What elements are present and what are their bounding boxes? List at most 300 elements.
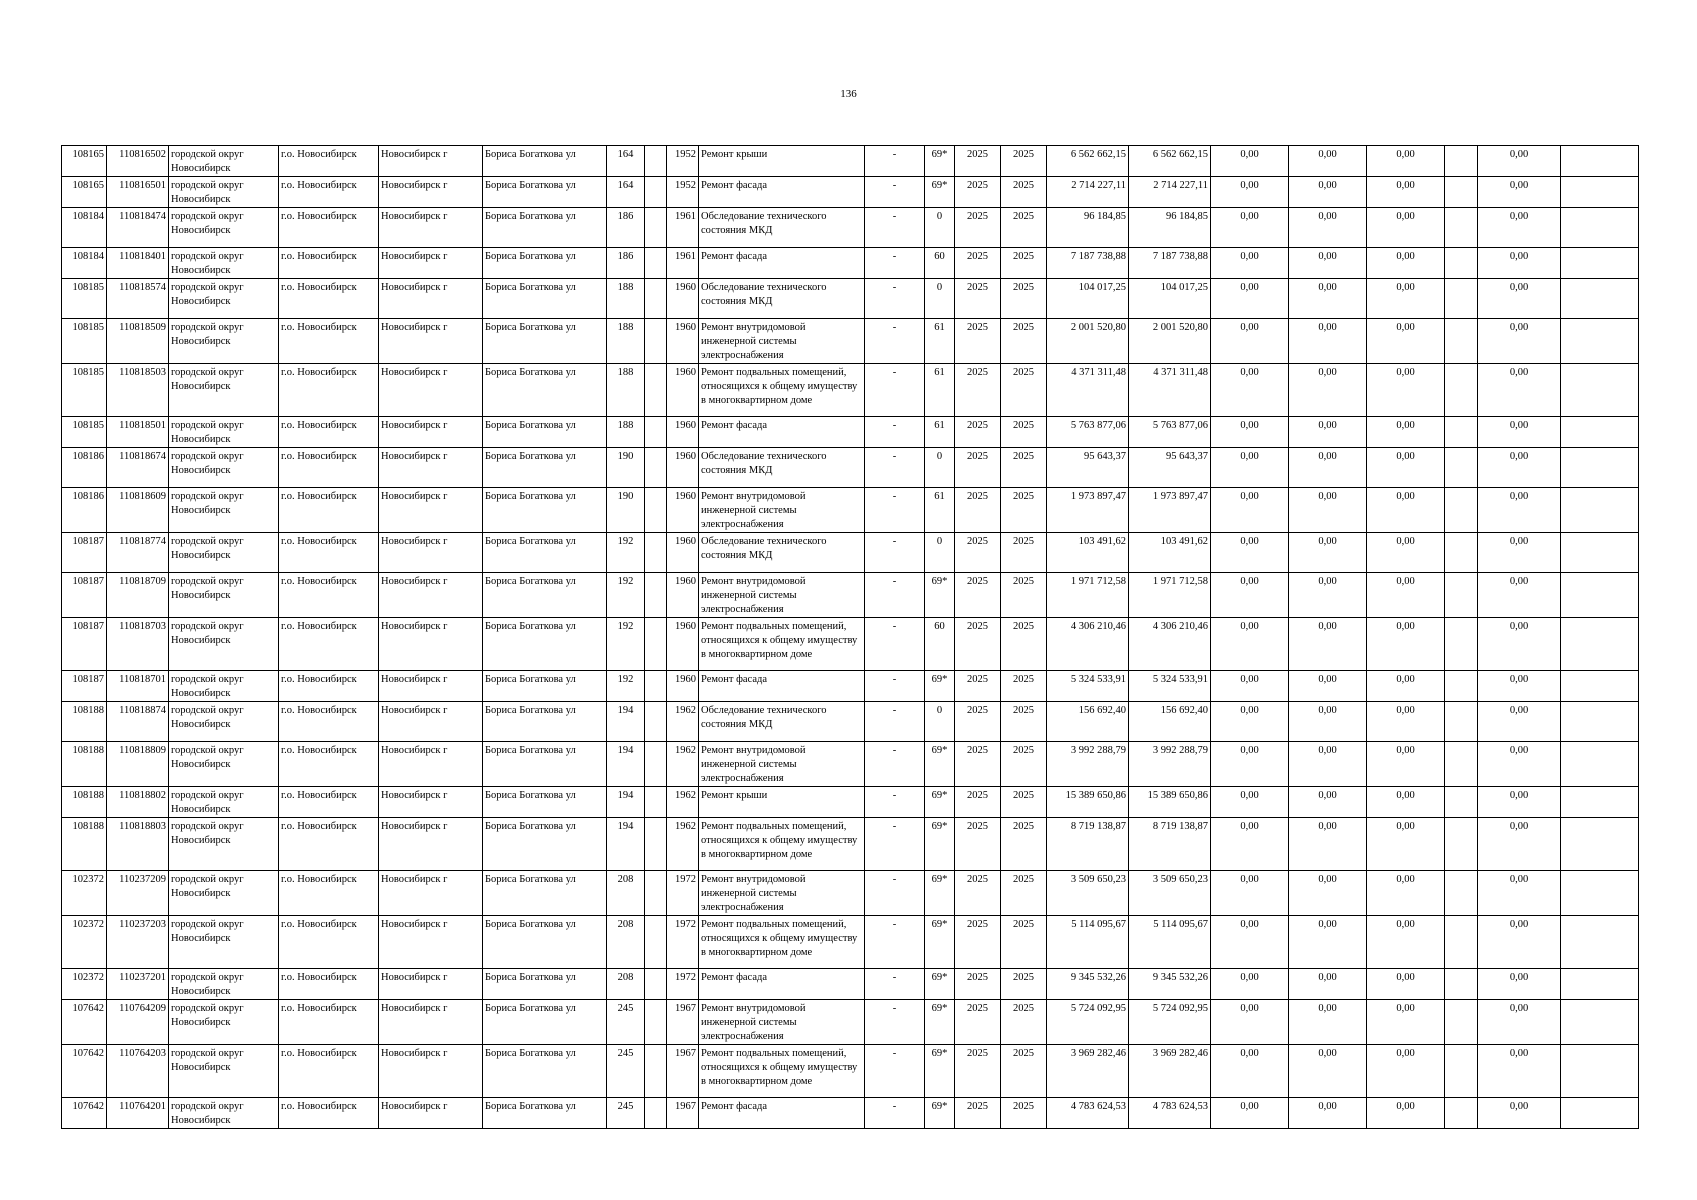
cell-cost-other: 0,00 [1478, 208, 1561, 248]
cell-work-type: Ремонт внутридомовой инженерной системы электроснабжения [699, 488, 865, 533]
cell-dash: - [865, 871, 925, 916]
cell-note [1561, 364, 1639, 417]
cell-municipality: городской округ Новосибирск [169, 818, 279, 871]
cell-spacer [1445, 364, 1478, 417]
cell-wear-percent: 69* [925, 573, 955, 618]
cell-note [1561, 248, 1639, 279]
cell-work-id: 110818809 [107, 742, 169, 787]
cell-plan-year-end: 2025 [1001, 702, 1047, 742]
cell-cost-total: 3 969 282,46 [1047, 1045, 1129, 1098]
cell-cost-local: 0,00 [1289, 364, 1367, 417]
cell-plan-year-start: 2025 [955, 1098, 1001, 1129]
cell-cost-regional: 0,00 [1211, 671, 1289, 702]
cell-cost-owners: 0,00 [1367, 364, 1445, 417]
cell-building [645, 146, 667, 177]
cell-note [1561, 417, 1639, 448]
cell-municipal-short: г.о. Новосибирск [279, 1000, 379, 1045]
cell-cost-regional: 0,00 [1211, 1098, 1289, 1129]
cell-cost-other: 0,00 [1478, 1045, 1561, 1098]
cell-note [1561, 177, 1639, 208]
cell-wear-percent: 69* [925, 787, 955, 818]
cell-cost-total: 104 017,25 [1047, 279, 1129, 319]
cell-year-built: 1962 [667, 787, 699, 818]
cell-cost-fund: 5 324 533,91 [1129, 671, 1211, 702]
cell-note [1561, 702, 1639, 742]
cell-building [645, 671, 667, 702]
cell-cost-fund: 96 184,85 [1129, 208, 1211, 248]
cell-house-number: 208 [607, 916, 645, 969]
cell-work-id: 110237209 [107, 871, 169, 916]
cell-cost-local: 0,00 [1289, 319, 1367, 364]
cell-cost-owners: 0,00 [1367, 818, 1445, 871]
cell-work-id: 110818609 [107, 488, 169, 533]
cell-cost-owners: 0,00 [1367, 448, 1445, 488]
cell-work-id: 110818874 [107, 702, 169, 742]
cell-cost-regional: 0,00 [1211, 279, 1289, 319]
cell-work-type: Ремонт внутридомовой инженерной системы электроснабжения [699, 742, 865, 787]
cell-work-id: 110818574 [107, 279, 169, 319]
cell-dash: - [865, 618, 925, 671]
cell-cost-other: 0,00 [1478, 146, 1561, 177]
cell-plan-year-end: 2025 [1001, 1098, 1047, 1129]
cell-building [645, 208, 667, 248]
cell-spacer [1445, 1045, 1478, 1098]
cell-house-number: 245 [607, 1045, 645, 1098]
cell-cost-total: 4 371 311,48 [1047, 364, 1129, 417]
cell-house-number: 190 [607, 448, 645, 488]
cell-plan-year-start: 2025 [955, 319, 1001, 364]
table-row [62, 969, 1639, 1000]
cell-house-id: 108165 [62, 177, 107, 208]
cell-work-type: Ремонт подвальных помещений, относящихся к общему имуществу в многоквартирном доме [699, 916, 865, 969]
cell-cost-other: 0,00 [1478, 448, 1561, 488]
cell-cost-owners: 0,00 [1367, 871, 1445, 916]
cell-work-type: Ремонт подвальных помещений, относящихся к общему имуществу в многоквартирном доме [699, 1045, 865, 1098]
cell-wear-percent: 61 [925, 417, 955, 448]
cell-work-type: Ремонт подвальных помещений, относящихся к общему имуществу в многоквартирном доме [699, 364, 865, 417]
cell-house-id: 108188 [62, 818, 107, 871]
cell-plan-year-start: 2025 [955, 177, 1001, 208]
cell-work-id: 110818709 [107, 573, 169, 618]
cell-cost-other: 0,00 [1478, 248, 1561, 279]
cell-building [645, 279, 667, 319]
cell-year-built: 1960 [667, 448, 699, 488]
cell-work-type: Ремонт внутридомовой инженерной системы электроснабжения [699, 573, 865, 618]
table-row [62, 818, 1639, 871]
cell-cost-owners: 0,00 [1367, 533, 1445, 573]
cell-cost-fund: 9 345 532,26 [1129, 969, 1211, 1000]
cell-house-number: 188 [607, 279, 645, 319]
cell-plan-year-start: 2025 [955, 787, 1001, 818]
cell-spacer [1445, 146, 1478, 177]
cell-wear-percent: 69* [925, 177, 955, 208]
cell-work-type: Обследование технического состояния МКД [699, 448, 865, 488]
cell-building [645, 742, 667, 787]
cell-municipality: городской округ Новосибирск [169, 488, 279, 533]
cell-plan-year-start: 2025 [955, 208, 1001, 248]
cell-cost-fund: 5 763 877,06 [1129, 417, 1211, 448]
cell-street: Бориса Богаткова ул [483, 702, 607, 742]
cell-cost-total: 4 306 210,46 [1047, 618, 1129, 671]
cell-year-built: 1960 [667, 279, 699, 319]
cell-year-built: 1967 [667, 1000, 699, 1045]
cell-cost-local: 0,00 [1289, 916, 1367, 969]
cell-cost-local: 0,00 [1289, 208, 1367, 248]
cell-year-built: 1960 [667, 573, 699, 618]
cell-dash: - [865, 818, 925, 871]
cell-cost-local: 0,00 [1289, 248, 1367, 279]
cell-work-id: 110237203 [107, 916, 169, 969]
cell-plan-year-start: 2025 [955, 702, 1001, 742]
cell-house-number: 186 [607, 248, 645, 279]
cell-wear-percent: 0 [925, 448, 955, 488]
cell-work-id: 110818703 [107, 618, 169, 671]
cell-municipality: городской округ Новосибирск [169, 1045, 279, 1098]
cell-note [1561, 1045, 1639, 1098]
table-row [62, 787, 1639, 818]
cell-dash: - [865, 533, 925, 573]
cell-spacer [1445, 702, 1478, 742]
cell-dash: - [865, 488, 925, 533]
cell-plan-year-end: 2025 [1001, 533, 1047, 573]
cell-street: Бориса Богаткова ул [483, 1000, 607, 1045]
cell-street: Бориса Богаткова ул [483, 573, 607, 618]
cell-cost-regional: 0,00 [1211, 488, 1289, 533]
cell-dash: - [865, 146, 925, 177]
cell-plan-year-end: 2025 [1001, 417, 1047, 448]
cell-city: Новосибирск г [379, 279, 483, 319]
cell-work-id: 110816501 [107, 177, 169, 208]
cell-cost-total: 156 692,40 [1047, 702, 1129, 742]
cell-note [1561, 1000, 1639, 1045]
cell-municipality: городской округ Новосибирск [169, 871, 279, 916]
cell-cost-local: 0,00 [1289, 1000, 1367, 1045]
cell-plan-year-end: 2025 [1001, 448, 1047, 488]
cell-municipal-short: г.о. Новосибирск [279, 488, 379, 533]
table-row [62, 916, 1639, 969]
cell-year-built: 1972 [667, 969, 699, 1000]
cell-note [1561, 448, 1639, 488]
cell-municipality: городской округ Новосибирск [169, 177, 279, 208]
cell-city: Новосибирск г [379, 969, 483, 1000]
cell-work-id: 110818803 [107, 818, 169, 871]
cell-house-id: 108187 [62, 618, 107, 671]
cell-street: Бориса Богаткова ул [483, 818, 607, 871]
cell-city: Новосибирск г [379, 916, 483, 969]
cell-street: Бориса Богаткова ул [483, 618, 607, 671]
cell-street: Бориса Богаткова ул [483, 742, 607, 787]
cell-cost-total: 3 992 288,79 [1047, 742, 1129, 787]
cell-plan-year-start: 2025 [955, 818, 1001, 871]
cell-plan-year-end: 2025 [1001, 488, 1047, 533]
cell-cost-fund: 8 719 138,87 [1129, 818, 1211, 871]
cell-dash: - [865, 319, 925, 364]
cell-cost-other: 0,00 [1478, 573, 1561, 618]
cell-cost-local: 0,00 [1289, 279, 1367, 319]
cell-city: Новосибирск г [379, 787, 483, 818]
cell-house-id: 108186 [62, 488, 107, 533]
cell-house-id: 102372 [62, 916, 107, 969]
cell-cost-regional: 0,00 [1211, 618, 1289, 671]
cell-cost-local: 0,00 [1289, 573, 1367, 618]
cell-note [1561, 818, 1639, 871]
cell-house-number: 194 [607, 702, 645, 742]
cell-cost-total: 4 783 624,53 [1047, 1098, 1129, 1129]
cell-dash: - [865, 573, 925, 618]
cell-note [1561, 208, 1639, 248]
cell-municipality: городской округ Новосибирск [169, 208, 279, 248]
cell-wear-percent: 69* [925, 916, 955, 969]
cell-cost-regional: 0,00 [1211, 448, 1289, 488]
cell-cost-regional: 0,00 [1211, 248, 1289, 279]
cell-plan-year-end: 2025 [1001, 671, 1047, 702]
cell-house-id: 108165 [62, 146, 107, 177]
cell-cost-other: 0,00 [1478, 279, 1561, 319]
cell-cost-fund: 4 371 311,48 [1129, 364, 1211, 417]
cell-municipal-short: г.о. Новосибирск [279, 969, 379, 1000]
table-row [62, 871, 1639, 916]
cell-cost-total: 5 114 095,67 [1047, 916, 1129, 969]
cell-cost-other: 0,00 [1478, 1098, 1561, 1129]
cell-city: Новосибирск г [379, 671, 483, 702]
cell-spacer [1445, 618, 1478, 671]
cell-plan-year-end: 2025 [1001, 871, 1047, 916]
cell-year-built: 1967 [667, 1045, 699, 1098]
table-row [62, 702, 1639, 742]
cell-work-type: Ремонт внутридомовой инженерной системы электроснабжения [699, 871, 865, 916]
cell-cost-fund: 156 692,40 [1129, 702, 1211, 742]
cell-cost-regional: 0,00 [1211, 208, 1289, 248]
cell-note [1561, 319, 1639, 364]
cell-year-built: 1952 [667, 146, 699, 177]
cell-house-number: 194 [607, 818, 645, 871]
cell-cost-total: 5 724 092,95 [1047, 1000, 1129, 1045]
cell-house-number: 188 [607, 417, 645, 448]
cell-dash: - [865, 177, 925, 208]
cell-dash: - [865, 364, 925, 417]
cell-house-id: 108187 [62, 573, 107, 618]
cell-spacer [1445, 208, 1478, 248]
cell-cost-local: 0,00 [1289, 146, 1367, 177]
cell-street: Бориса Богаткова ул [483, 279, 607, 319]
cell-municipal-short: г.о. Новосибирск [279, 618, 379, 671]
cell-wear-percent: 0 [925, 702, 955, 742]
cell-cost-total: 5 763 877,06 [1047, 417, 1129, 448]
cell-year-built: 1972 [667, 871, 699, 916]
table-row [62, 533, 1639, 573]
cell-city: Новосибирск г [379, 533, 483, 573]
cell-plan-year-start: 2025 [955, 916, 1001, 969]
cell-cost-regional: 0,00 [1211, 787, 1289, 818]
cell-work-id: 110818474 [107, 208, 169, 248]
cell-year-built: 1960 [667, 319, 699, 364]
cell-building [645, 818, 667, 871]
cell-city: Новосибирск г [379, 818, 483, 871]
cell-street: Бориса Богаткова ул [483, 208, 607, 248]
cell-spacer [1445, 248, 1478, 279]
cell-house-id: 102372 [62, 969, 107, 1000]
cell-house-id: 108188 [62, 787, 107, 818]
cell-spacer [1445, 871, 1478, 916]
cell-street: Бориса Богаткова ул [483, 417, 607, 448]
cell-city: Новосибирск г [379, 742, 483, 787]
cell-plan-year-end: 2025 [1001, 177, 1047, 208]
table-row [62, 448, 1639, 488]
cell-building [645, 448, 667, 488]
cell-wear-percent: 61 [925, 488, 955, 533]
cell-building [645, 618, 667, 671]
cell-cost-fund: 5 114 095,67 [1129, 916, 1211, 969]
cell-plan-year-start: 2025 [955, 969, 1001, 1000]
cell-building [645, 488, 667, 533]
cell-municipality: городской округ Новосибирск [169, 417, 279, 448]
cell-house-number: 192 [607, 573, 645, 618]
cell-municipality: городской округ Новосибирск [169, 742, 279, 787]
cell-plan-year-end: 2025 [1001, 969, 1047, 1000]
cell-cost-local: 0,00 [1289, 742, 1367, 787]
cell-building [645, 1000, 667, 1045]
cell-cost-regional: 0,00 [1211, 916, 1289, 969]
cell-house-id: 107642 [62, 1045, 107, 1098]
cell-building [645, 1098, 667, 1129]
cell-cost-other: 0,00 [1478, 364, 1561, 417]
cell-house-id: 108186 [62, 448, 107, 488]
cell-note [1561, 787, 1639, 818]
cell-city: Новосибирск г [379, 417, 483, 448]
cell-building [645, 702, 667, 742]
table-row [62, 1000, 1639, 1045]
cell-year-built: 1962 [667, 742, 699, 787]
cell-cost-fund: 15 389 650,86 [1129, 787, 1211, 818]
cell-house-id: 108185 [62, 417, 107, 448]
table-row [62, 1098, 1639, 1129]
cell-street: Бориса Богаткова ул [483, 1098, 607, 1129]
cell-spacer [1445, 671, 1478, 702]
cell-wear-percent: 60 [925, 248, 955, 279]
cell-cost-regional: 0,00 [1211, 417, 1289, 448]
cell-city: Новосибирск г [379, 177, 483, 208]
cell-cost-owners: 0,00 [1367, 1045, 1445, 1098]
cell-city: Новосибирск г [379, 364, 483, 417]
cell-cost-regional: 0,00 [1211, 319, 1289, 364]
table-row [62, 671, 1639, 702]
cell-house-number: 186 [607, 208, 645, 248]
cell-building [645, 916, 667, 969]
cell-street: Бориса Богаткова ул [483, 787, 607, 818]
cell-municipal-short: г.о. Новосибирск [279, 671, 379, 702]
cell-work-type: Обследование технического состояния МКД [699, 533, 865, 573]
cell-cost-fund: 103 491,62 [1129, 533, 1211, 573]
cell-work-id: 110818509 [107, 319, 169, 364]
cell-municipality: городской округ Новосибирск [169, 364, 279, 417]
cell-work-id: 110818701 [107, 671, 169, 702]
cell-cost-owners: 0,00 [1367, 702, 1445, 742]
cell-building [645, 969, 667, 1000]
cell-dash: - [865, 279, 925, 319]
cell-dash: - [865, 417, 925, 448]
cell-house-id: 107642 [62, 1098, 107, 1129]
cell-cost-total: 2 714 227,11 [1047, 177, 1129, 208]
cell-cost-regional: 0,00 [1211, 533, 1289, 573]
cell-cost-owners: 0,00 [1367, 319, 1445, 364]
cell-plan-year-start: 2025 [955, 488, 1001, 533]
cell-plan-year-start: 2025 [955, 364, 1001, 417]
cell-work-type: Ремонт крыши [699, 787, 865, 818]
cell-plan-year-end: 2025 [1001, 1000, 1047, 1045]
cell-cost-other: 0,00 [1478, 319, 1561, 364]
cell-cost-total: 103 491,62 [1047, 533, 1129, 573]
cell-cost-local: 0,00 [1289, 969, 1367, 1000]
cell-street: Бориса Богаткова ул [483, 364, 607, 417]
cell-cost-fund: 1 973 897,47 [1129, 488, 1211, 533]
cell-cost-other: 0,00 [1478, 533, 1561, 573]
cell-cost-local: 0,00 [1289, 1098, 1367, 1129]
cell-dash: - [865, 248, 925, 279]
cell-cost-other: 0,00 [1478, 742, 1561, 787]
cell-cost-owners: 0,00 [1367, 969, 1445, 1000]
cell-cost-local: 0,00 [1289, 1045, 1367, 1098]
cell-municipal-short: г.о. Новосибирск [279, 177, 379, 208]
cell-note [1561, 671, 1639, 702]
cell-street: Бориса Богаткова ул [483, 671, 607, 702]
cell-plan-year-start: 2025 [955, 417, 1001, 448]
cell-city: Новосибирск г [379, 319, 483, 364]
cell-note [1561, 618, 1639, 671]
cell-work-id: 110764201 [107, 1098, 169, 1129]
cell-street: Бориса Богаткова ул [483, 969, 607, 1000]
cell-plan-year-end: 2025 [1001, 787, 1047, 818]
cell-note [1561, 573, 1639, 618]
cell-municipality: городской округ Новосибирск [169, 146, 279, 177]
cell-city: Новосибирск г [379, 208, 483, 248]
cell-cost-other: 0,00 [1478, 871, 1561, 916]
cell-municipality: городской округ Новосибирск [169, 573, 279, 618]
cell-cost-local: 0,00 [1289, 702, 1367, 742]
cell-wear-percent: 61 [925, 319, 955, 364]
cell-house-id: 102372 [62, 871, 107, 916]
cell-spacer [1445, 488, 1478, 533]
cell-note [1561, 488, 1639, 533]
cell-cost-regional: 0,00 [1211, 573, 1289, 618]
cell-city: Новосибирск г [379, 1000, 483, 1045]
cell-cost-other: 0,00 [1478, 1000, 1561, 1045]
cell-cost-other: 0,00 [1478, 702, 1561, 742]
cell-city: Новосибирск г [379, 248, 483, 279]
table-body [62, 146, 1639, 1129]
cell-plan-year-start: 2025 [955, 618, 1001, 671]
cell-dash: - [865, 1000, 925, 1045]
cell-cost-owners: 0,00 [1367, 787, 1445, 818]
cell-house-id: 108184 [62, 248, 107, 279]
cell-wear-percent: 61 [925, 364, 955, 417]
cell-street: Бориса Богаткова ул [483, 146, 607, 177]
cell-spacer [1445, 916, 1478, 969]
cell-plan-year-start: 2025 [955, 448, 1001, 488]
cell-work-type: Ремонт фасада [699, 248, 865, 279]
cell-cost-regional: 0,00 [1211, 702, 1289, 742]
cell-cost-total: 6 562 662,15 [1047, 146, 1129, 177]
table-row [62, 319, 1639, 364]
cell-cost-regional: 0,00 [1211, 146, 1289, 177]
cell-wear-percent: 69* [925, 1000, 955, 1045]
cell-work-id: 110764203 [107, 1045, 169, 1098]
cell-house-number: 208 [607, 969, 645, 1000]
cell-municipal-short: г.о. Новосибирск [279, 319, 379, 364]
cell-street: Бориса Богаткова ул [483, 448, 607, 488]
cell-building [645, 533, 667, 573]
cell-building [645, 787, 667, 818]
cell-cost-owners: 0,00 [1367, 671, 1445, 702]
